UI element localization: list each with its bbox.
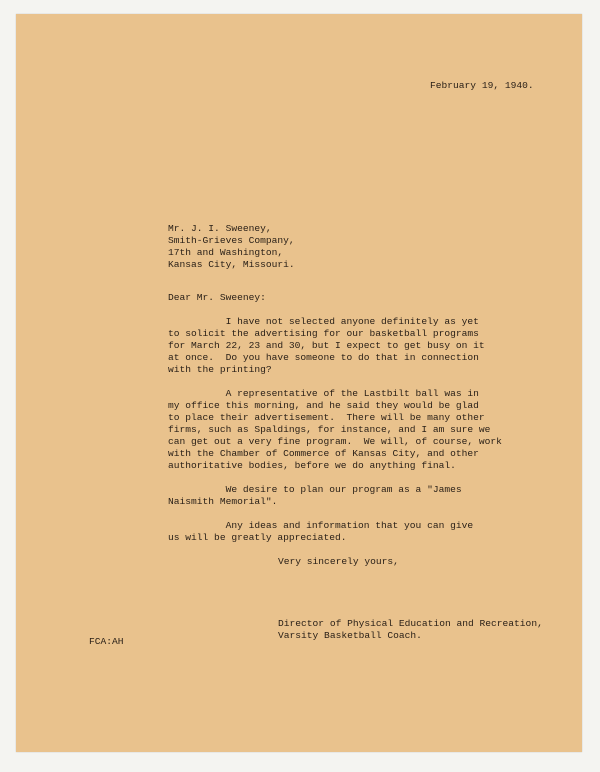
typist-initials: FCA:AH [89, 636, 124, 647]
signature-title-line-1: Director of Physical Education and Recreation, [278, 618, 543, 629]
paragraph-2-line: can get out a very fine program. We will, of course, work [168, 436, 502, 447]
paragraph-2-line: authoritative bodies, before we do anything final. [168, 460, 456, 471]
paragraph-1-line: at once. Do you have someone to do that in connection [168, 352, 479, 363]
paragraph-2-line: A representative of the Lastbilt ball was in [168, 388, 479, 399]
paragraph-2-line: with the Chamber of Commerce of Kansas City, and other [168, 448, 479, 459]
paragraph-3-line: Naismith Memorial". [168, 496, 278, 507]
address-line-2: Smith-Grieves Company, [168, 235, 295, 246]
paragraph-2-line: my office this morning, and he said they would be glad [168, 400, 479, 411]
letter-date: February 19, 1940. [430, 80, 534, 91]
paragraph-4-line: Any ideas and information that you can give [168, 520, 474, 531]
signature-title-line-2: Varsity Basketball Coach. [278, 630, 422, 641]
paragraph-2-line: to place their advertisement. There will be many other [168, 412, 485, 423]
salutation: Dear Mr. Sweeney: [168, 292, 266, 303]
address-line-4: Kansas City, Missouri. [168, 259, 295, 270]
paragraph-1-line: for March 22, 23 and 30, but I expect to get busy on it [168, 340, 485, 351]
paragraph-3-line: We desire to plan our program as a "James [168, 484, 462, 495]
paragraph-1-line: with the printing? [168, 364, 272, 375]
paragraph-2-line: firms, such as Spaldings, for instance, and I am sure we [168, 424, 491, 435]
address-line-3: 17th and Washington, [168, 247, 284, 258]
letter-page [16, 14, 582, 752]
paragraph-1-line: to solicit the advertising for our basketball programs [168, 328, 479, 339]
closing: Very sincerely yours, [278, 556, 399, 567]
paragraph-4-line: us will be greatly appreciated. [168, 532, 347, 543]
address-line-1: Mr. J. I. Sweeney, [168, 223, 272, 234]
paragraph-1-line: I have not selected anyone definitely as yet [168, 316, 479, 327]
